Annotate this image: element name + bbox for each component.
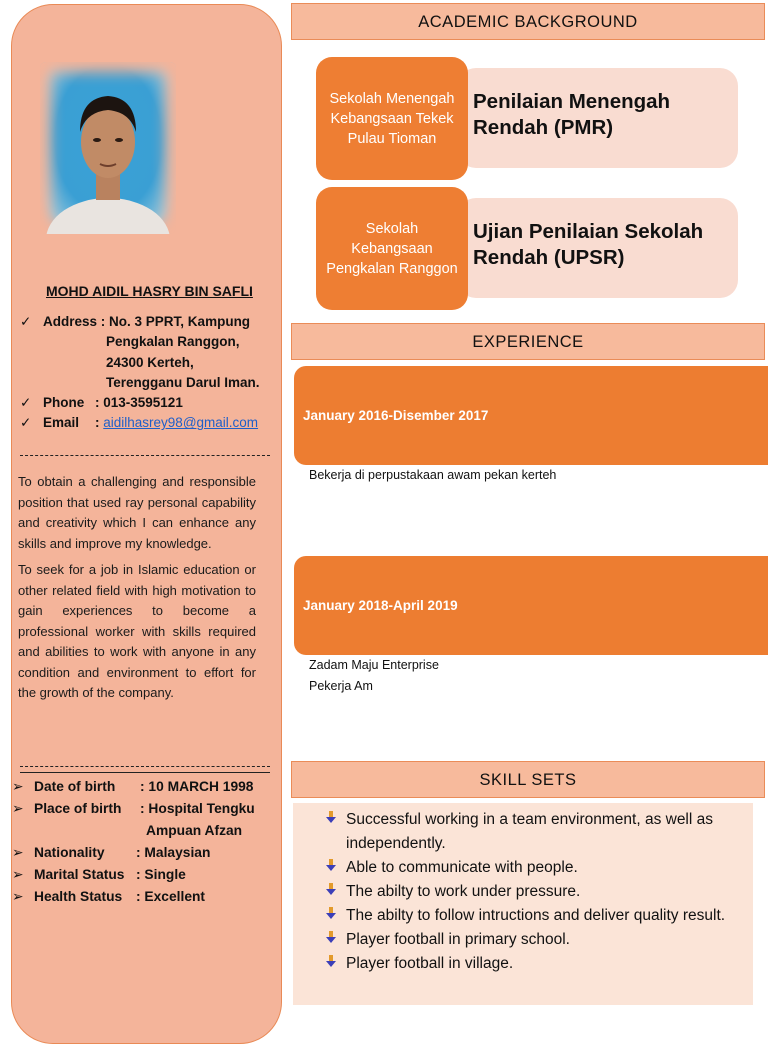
- down-arrow-bullet-icon: [325, 952, 337, 976]
- email-row: [20, 413, 275, 433]
- address-line-2: Pengkalan Ranggon,: [106, 334, 240, 350]
- objective-paragraph-2: To seek for a job in Islamic education or other related field with high motivation to gain experiences to become a professional worker with skills required and abilities to work with anyone in any condition and environment to effort for the growth of the company.: [18, 562, 256, 700]
- skill-text: The abilty to follow intructions and deliver quality result.: [346, 907, 726, 924]
- down-arrow-bullet-icon: [325, 904, 337, 928]
- arrowhead-bullet-icon: ➢: [12, 889, 24, 904]
- education-school: Sekolah Menengah Kebangsaan Tekek Pulau Tioman: [316, 57, 468, 180]
- address-label: Address :: [43, 314, 106, 329]
- profile-photo-figure: [40, 62, 176, 234]
- pob-value-continued: Ampuan Afzan: [146, 823, 243, 838]
- nationality-row: [12, 842, 274, 864]
- marital-label: Marital Status: [34, 867, 125, 882]
- skill-item: [325, 928, 745, 952]
- skill-text: Player football in village.: [346, 955, 514, 972]
- email-link[interactable]: aidilhasrey98@gmail.com: [103, 415, 259, 431]
- down-arrow-bullet-icon: [325, 808, 337, 832]
- arrowhead-bullet-icon: ➢: [12, 779, 24, 794]
- skill-item: [325, 880, 745, 904]
- skill-text: Able to communicate with people.: [346, 859, 578, 876]
- personal-details: [12, 776, 274, 908]
- academic-background-header: ACADEMIC BACKGROUND: [291, 3, 765, 40]
- skill-text: Player football in primary school.: [346, 931, 570, 948]
- nationality-label: Nationality: [34, 845, 105, 860]
- email-separator: :: [95, 415, 100, 431]
- skill-sets-header: SKILL SETS: [291, 761, 765, 798]
- address-row: [20, 312, 275, 332]
- education-school: Sekolah Kebangsaan Pengkalan Ranggon: [316, 187, 468, 310]
- experience-period: January 2018-April 2019: [294, 556, 768, 655]
- candidate-name: MOHD AIDIL HASRY BIN SAFLI: [46, 283, 253, 299]
- pob-row: [12, 798, 274, 820]
- dob-row: [12, 776, 274, 798]
- marital-value: : Single: [136, 867, 186, 882]
- experience-description: [309, 465, 556, 486]
- down-arrow-bullet-icon: [325, 880, 337, 904]
- skill-item: [325, 904, 745, 928]
- experience-line: Bekerja di perpustakaan awam pekan kerteh: [309, 468, 557, 482]
- divider: [20, 766, 270, 767]
- education-qualification: Penilaian Menengah Rendah (PMR): [473, 90, 671, 139]
- checkmark-icon: ✓: [20, 415, 32, 431]
- pob-label: Place of birth: [34, 801, 122, 816]
- health-label: Health Status: [34, 889, 123, 904]
- dob-value: : 10 MARCH 1998: [140, 779, 254, 794]
- health-row: [12, 886, 274, 908]
- arrowhead-bullet-icon: ➢: [12, 845, 24, 860]
- skill-item: [325, 856, 745, 880]
- divider: [20, 772, 270, 773]
- skill-item: [325, 808, 745, 856]
- address-line-3: 24300 Kerteh,: [106, 354, 194, 370]
- marital-row: [12, 864, 274, 886]
- down-arrow-bullet-icon: [325, 928, 337, 952]
- address-line-4: Terengganu Darul Iman.: [106, 374, 260, 390]
- email-label: Email: [43, 415, 80, 431]
- skills-list: [325, 808, 745, 976]
- divider: [20, 455, 270, 456]
- career-objective: [18, 472, 256, 710]
- phone-row: [20, 393, 275, 413]
- checkmark-icon: ✓: [20, 395, 32, 411]
- skill-text: The abilty to work under pressure.: [346, 883, 581, 900]
- skill-text: Successful working in a team environment, as well as independently.: [346, 811, 713, 852]
- health-value: : Excellent: [136, 889, 206, 904]
- objective-paragraph-1: To obtain a challenging and responsible position that used ray personal capability and creativity which I can enhance any skills and improve my knowledge.: [18, 474, 256, 551]
- nationality-value: : Malaysian: [136, 845, 211, 860]
- arrowhead-bullet-icon: ➢: [12, 801, 24, 816]
- experience-line: Zadam Maju Enterprise: [309, 658, 439, 672]
- phone-label: Phone: [43, 395, 85, 411]
- experience-line: Pekerja Am: [309, 678, 373, 693]
- address-line-1: No. 3 PPRT, Kampung: [109, 314, 251, 329]
- checkmark-icon: ✓: [20, 314, 32, 329]
- education-qualification: Ujian Penilaian Sekolah Rendah (UPSR): [473, 220, 704, 269]
- experience-description: [309, 655, 439, 696]
- skill-item: [325, 952, 745, 976]
- arrowhead-bullet-icon: ➢: [12, 867, 24, 882]
- down-arrow-bullet-icon: [325, 856, 337, 880]
- contact-block: [20, 312, 275, 434]
- pob-value: : Hospital Tengku: [140, 801, 255, 816]
- phone-value: : 013-3595121: [95, 395, 183, 411]
- experience-period: January 2016-Disember 2017: [294, 366, 768, 465]
- profile-photo: [40, 62, 176, 234]
- experience-header: EXPERIENCE: [291, 323, 765, 360]
- dob-label: Date of birth: [34, 779, 116, 794]
